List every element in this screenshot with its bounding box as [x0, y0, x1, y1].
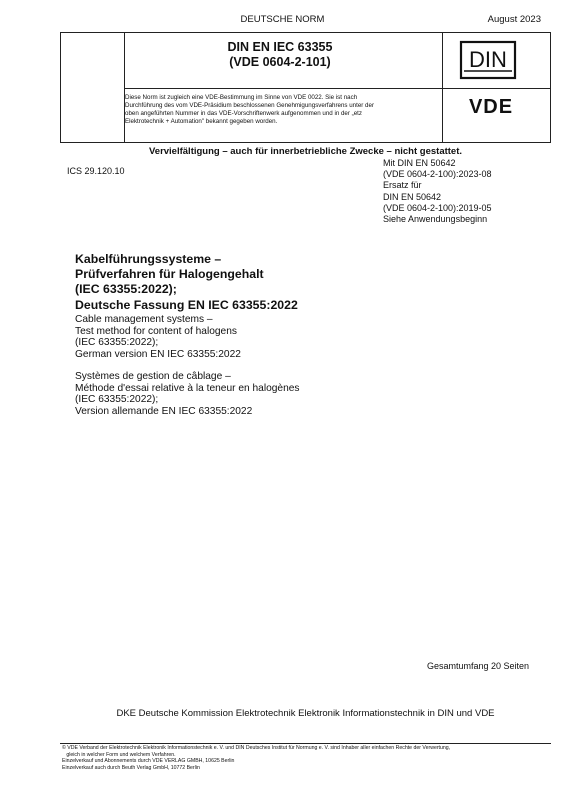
vde-logo-text: VDE — [468, 96, 514, 116]
vde-notice — [125, 94, 437, 126]
title-french — [75, 371, 300, 418]
standard-number — [120, 40, 440, 70]
standard-number-din: DIN EN IEC 63355 — [227, 40, 333, 54]
din-logo — [459, 40, 517, 80]
title-box-horizontal-divider — [124, 88, 551, 89]
vde-logo — [455, 96, 527, 116]
reference-line: Ersatz für — [383, 180, 422, 191]
reference-line: (VDE 0604-2-100):2019-05 — [383, 202, 492, 213]
title-german — [75, 252, 298, 313]
reference-line: Mit DIN EN 50642 — [383, 158, 456, 168]
notice-line: Elektrotechnik + Automation" bekannt gegeben worden. — [125, 118, 278, 125]
ics-code: ICS 29.120.10 — [67, 166, 125, 176]
dke-publisher-line: DKE Deutsche Kommission Elektrotechnik Elektronik Informationstechnik in DIN und VDE — [116, 708, 495, 719]
notice-line: oben angeführten Nummer in das VDE-Vorschriftenwerk aufgenommen und in der „etz — [125, 110, 362, 117]
title-english-line: Cable management systems – — [75, 314, 213, 325]
standard-number-vde: (VDE 0604-2-101) — [229, 55, 331, 69]
din-logo-text: DIN — [469, 47, 507, 72]
title-german-line: (IEC 63355:2022); — [75, 282, 177, 297]
notice-line: Durchführung des vom VDE-Präsidium beschlossenen Genehmigungsverfahrens unter der — [125, 102, 375, 109]
reference-line: Siehe Anwendungsbeginn — [383, 214, 488, 225]
total-page-count: Gesamtumfang 20 Seiten — [426, 661, 529, 671]
title-french-line: (IEC 63355:2022); — [75, 394, 159, 406]
reference-line: (VDE 0604-2-100):2023-08 — [383, 169, 492, 180]
title-english-line: German version EN IEC 63355:2022 — [75, 349, 241, 361]
reproduction-notice: Vervielfältigung – auch für innerbetriebliche Zwecke – nicht gestattet. — [148, 146, 463, 157]
related-standards — [383, 158, 492, 225]
title-english-line: (IEC 63355:2022); — [75, 337, 159, 349]
copyright-footer — [62, 745, 542, 771]
title-french-line: Systèmes de gestion de câblage – — [75, 371, 231, 382]
footer-line: Einzelverkauf auch durch Beuth Verlag GmbH, 10772 Berlin — [62, 764, 200, 771]
title-german-line: Deutsche Fassung EN IEC 63355:2022 — [75, 297, 298, 312]
title-german-line: Kabelführungssysteme – — [75, 252, 222, 266]
notice-line: Diese Norm ist zugleich eine VDE-Bestimmung im Sinne von VDE 0022. Sie ist nach — [125, 94, 358, 101]
title-english — [75, 314, 241, 361]
footer-divider — [60, 743, 551, 744]
title-german-line: Prüfverfahren für Halogengehalt — [75, 267, 264, 282]
title-english-line: Test method for content of halogens — [75, 325, 237, 337]
footer-line: Einzelverkauf und Abonnements durch VDE VERLAG GMBH, 10625 Berlin — [62, 758, 235, 765]
title-french-line: Version allemande EN IEC 63355:2022 — [75, 406, 253, 418]
publication-date: August 2023 — [487, 14, 541, 25]
footer-line: © VDE Verband der Elektrotechnik Elektronik Informationstechnik e. V. und DIN Deutsches Institut für Normung e. V. sind Inhaber aller einfachen Rechte der Verwertung, — [62, 745, 451, 751]
footer-line: gleich in welcher Form und welchem Verfahren. — [62, 751, 176, 758]
document-series-label: DEUTSCHE NORM — [240, 14, 325, 25]
reference-line: DIN EN 50642 — [383, 191, 442, 202]
title-french-line: Méthode d'essai relative à la teneur en halogènes — [75, 382, 300, 394]
